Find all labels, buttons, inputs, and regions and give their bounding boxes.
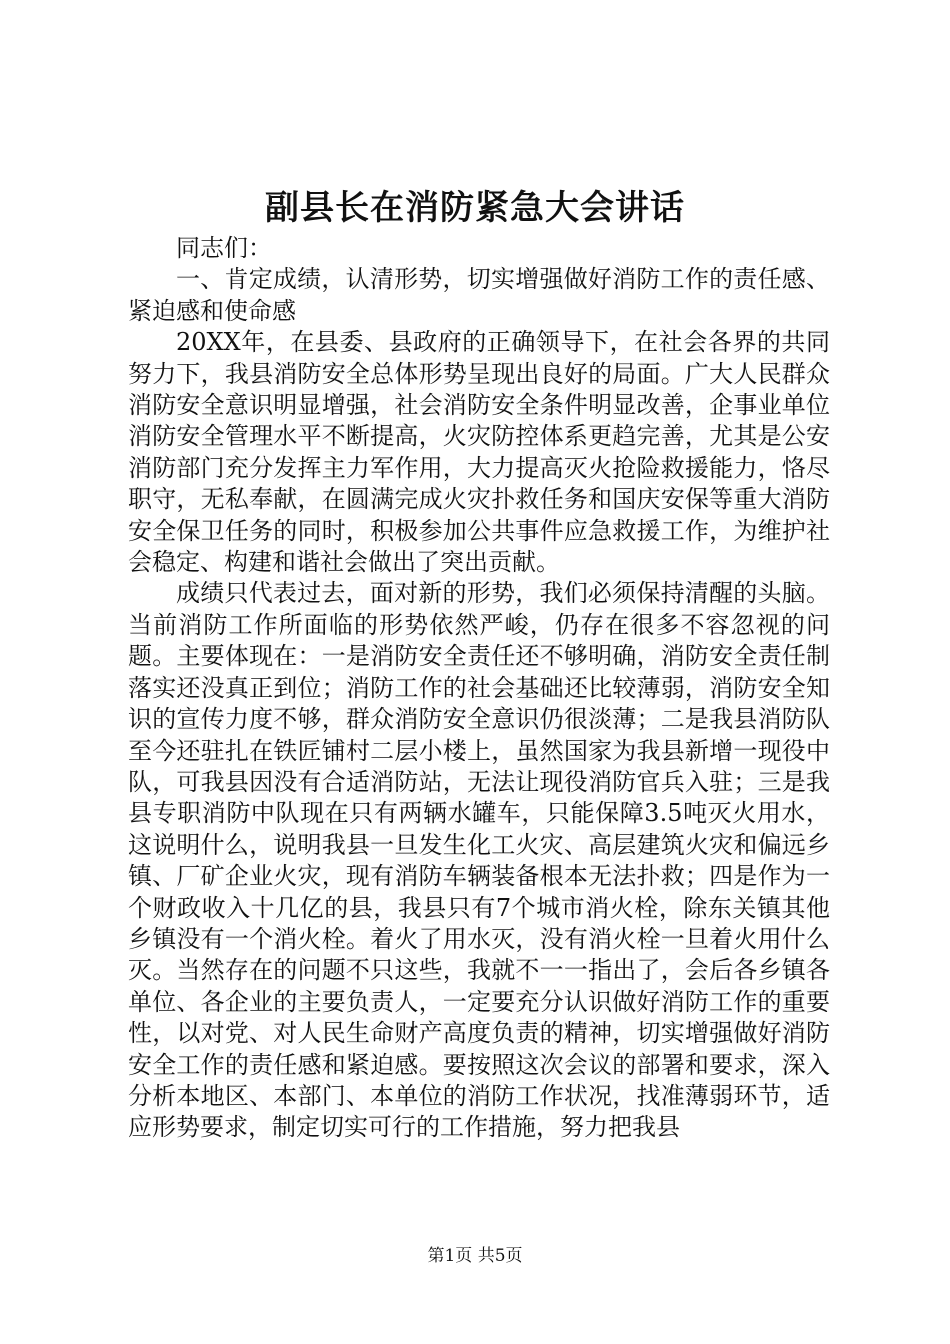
page-footer: 第1页 共5页: [427, 1246, 523, 1266]
paragraph-problems: 成绩只代表过去，面对新的形势，我们必须保持清醒的头脑。当前消防工作所面临的形势依然严峻，仍存在很多不容忽视的问题。主要体现在：一是消防安全责任还不够明确，消防安全责任制落实还没真正到位；消防工作的社会基础还比较薄弱，消防安全知识的宣传力度不够，群众消防安全意识仍很淡薄；二是我县消防队至今还驻扎在铁匠铺村二层小楼上，虽然国家为我县新增一现役中队，可我县因没有合适消防站，无法让现役消防官兵入驻；三是我县专职消防中队现在只有两辆水罐车，只能保障3.5吨灭火用水，这说明什么，说明我县一旦发生化工火灾、高层建筑火灾和偏远乡镇、厂矿企业火灾，现有消防车辆装备根本无法扑救；四是作为一个财政收入十几亿的县，我县只有7个城市消火栓，除东关镇其他乡镇没有一个消火栓。着火了用水灭，没有消火栓一旦着火用什么灭。当然存在的问题不只这些，我就不一一指出了，会后各乡镇各单位、各企业的主要负责人，一定要充分认识做好消防工作的重要性，以对党、对人民生命财产高度负责的精神，切实增强做好消防安全工作的责任感和紧迫感。要按照这次会议的部署和要求，深入分析本地区、本部门、本单位的消防工作状况，找准薄弱环节，适应形势要求，制定切实可行的工作措施，努力把我县: [128, 579, 830, 1142]
document-body: [128, 233, 830, 1144]
paragraph-salutation: 同志们：: [176, 234, 272, 262]
document-title: 副县长在消防紧急大会讲话: [265, 188, 685, 228]
paragraph-section-heading: 一、肯定成绩，认清形势，切实增强做好消防工作的责任感、紧迫感和使命感: [128, 265, 830, 325]
paragraph-achievements: 20XX年，在县委、县政府的正确领导下，在社会各界的共同努力下，我县消防安全总体形势呈现出良好的局面。广大人民群众消防安全意识明显增强，社会消防安全条件明显改善，企事业单位消防安全管理水平不断提高，火灾防控体系更趋完善，尤其是公安消防部门充分发挥主力军作用，大力提高灭火抢险救援能力，恪尽职守，无私奉献，在圆满完成火灾扑救任务和国庆安保等重大消防安全保卫任务的同时，积极参加公共事件应急救援工作，为维护社会稳定、构建和谐社会做出了突出贡献。: [128, 328, 830, 577]
